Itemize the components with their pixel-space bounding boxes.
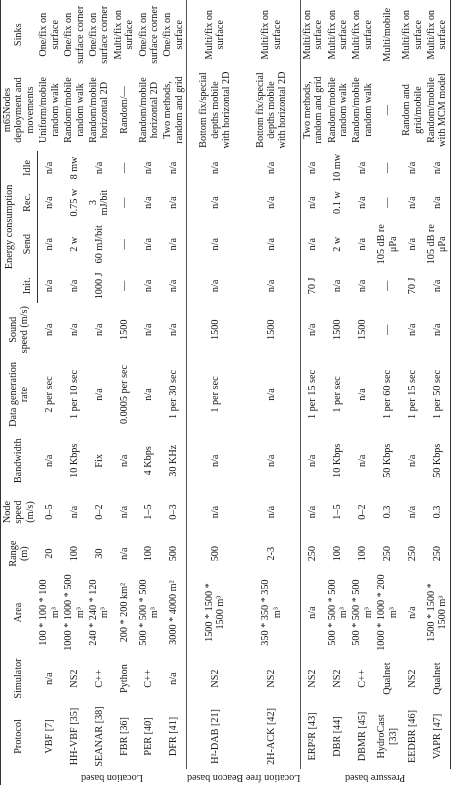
cell-rec: n/a bbox=[406, 196, 418, 209]
cell-protocol: 2H-ACK [42] bbox=[244, 704, 301, 769]
cell-simulator: Qualnet bbox=[425, 653, 450, 704]
table-body bbox=[37, 0, 450, 785]
cell-deploy: Random/mobile horizontal 2D bbox=[87, 77, 111, 143]
cell-simulator: NS2 bbox=[244, 653, 301, 704]
cell-sinks: Multi/fix on surface bbox=[301, 9, 325, 60]
table-row bbox=[161, 0, 186, 785]
cell-send: n/a bbox=[357, 238, 369, 251]
cell-rec: 3 mJ/bit bbox=[87, 189, 111, 216]
cell-rate: 1 per 15 sec bbox=[307, 370, 319, 419]
cell-range: 100 bbox=[143, 546, 155, 562]
table-row bbox=[37, 0, 62, 785]
cell-send: 2 w bbox=[332, 236, 344, 252]
cell-sound: 1500 bbox=[209, 319, 221, 340]
cell-init: n/a bbox=[209, 279, 221, 293]
cell-rec: 0.75 w bbox=[68, 188, 80, 217]
cell-protocol: DBR [44] bbox=[332, 716, 344, 757]
cell-rate: 1 per 10 sec bbox=[68, 370, 80, 419]
header-node-speed: Node speed (m/s) bbox=[1, 489, 38, 535]
header-sound-speed: Sound speed (m/s) bbox=[1, 303, 38, 356]
cell-sinks: Multi/fix on surface bbox=[112, 9, 136, 60]
cell-sinks: Multi/fix on surface bbox=[326, 9, 350, 60]
cell-send: n/a bbox=[143, 238, 155, 251]
cell-area: 350 * 350 * 350 m³ bbox=[244, 572, 301, 653]
cell-deploy: Random/— bbox=[118, 86, 130, 134]
cell-rec: n/a bbox=[307, 196, 319, 209]
cell-rate: n/a bbox=[93, 388, 105, 401]
cell-protocol: HH-VBF [35] bbox=[68, 707, 80, 766]
cell-area: 1500 * 1500 * 1500 m³ bbox=[204, 583, 227, 642]
cell-rate: 0.0005 per sec bbox=[118, 364, 130, 425]
cell-sinks: One/fix on surface corner bbox=[87, 5, 111, 64]
table-row bbox=[400, 0, 425, 785]
cell-deploy: Two methods, random and grid bbox=[301, 76, 325, 144]
cell-init: n/a bbox=[44, 279, 56, 293]
cell-protocol: FBR [36] bbox=[118, 717, 130, 756]
cell-speed: 0–5 bbox=[43, 504, 55, 520]
category-text: Location free Beacon based bbox=[186, 771, 301, 783]
cell-range: 250 bbox=[406, 546, 418, 562]
cell-bandwidth: n/a bbox=[406, 454, 418, 467]
cell-range: 2-3 bbox=[244, 535, 301, 572]
header-range: Range (m) bbox=[1, 535, 38, 572]
cell-sound: n/a bbox=[425, 303, 450, 356]
cell-area: 100 * 100 * 100 m³ bbox=[38, 579, 61, 646]
cell-range: 100 bbox=[68, 546, 80, 562]
cell-sound: n/a bbox=[43, 323, 55, 336]
cell-send: n/a bbox=[209, 238, 221, 251]
cell-range: 30 bbox=[93, 548, 105, 559]
cell-deploy: Two methods, random and grid bbox=[161, 69, 186, 150]
table-row bbox=[375, 0, 400, 785]
cell-speed: n/a bbox=[118, 505, 130, 519]
cell-init: n/a bbox=[425, 269, 450, 304]
cell-simulator: C++ bbox=[357, 669, 369, 688]
cell-idle: n/a bbox=[406, 161, 418, 175]
cell-sound: 1500 bbox=[244, 303, 301, 356]
header-sinks: Sinks bbox=[1, 0, 38, 69]
table-row bbox=[350, 0, 375, 785]
cell-sound: n/a bbox=[143, 323, 155, 336]
cell-simulator: NS2 bbox=[406, 669, 418, 688]
table-row bbox=[300, 0, 325, 785]
cell-init: n/a bbox=[332, 279, 344, 293]
cell-idle: n/a bbox=[143, 161, 155, 175]
cell-area: 1000 * 1000 * 500 m³ bbox=[63, 574, 86, 651]
cell-rate: 1 per sec bbox=[209, 376, 221, 413]
cell-area: 200 * 200 km² bbox=[118, 582, 130, 643]
cell-protocol: ERP²R [43] bbox=[307, 712, 319, 761]
cell-rec: n/a bbox=[244, 185, 301, 220]
cell-area: n/a bbox=[307, 606, 319, 619]
table-row bbox=[244, 0, 301, 785]
cell-rate: n/a bbox=[143, 388, 155, 401]
cell-send: n/a bbox=[406, 238, 418, 251]
cell-rec: n/a bbox=[44, 196, 56, 209]
cell-idle: 10 mw bbox=[332, 153, 344, 182]
cell-range: 500 bbox=[161, 535, 186, 572]
cell-simulator: n/a bbox=[161, 653, 186, 704]
cell-area: n/a bbox=[406, 606, 418, 619]
cell-speed: n/a bbox=[68, 505, 80, 519]
cell-protocol: EEDBR [46] bbox=[406, 710, 418, 763]
header-data-rate: Data generation rate bbox=[1, 356, 38, 432]
header-bandwidth: Bandwidth bbox=[1, 433, 38, 489]
cell-send: 60 mJ/bit bbox=[93, 225, 105, 264]
cell-rate: 2 per sec bbox=[43, 376, 55, 413]
header-simulator: Simulator bbox=[1, 653, 38, 704]
cell-deploy: Random/mobile random walk bbox=[326, 77, 350, 143]
cell-deploy: — bbox=[381, 104, 393, 116]
cell-rec: — bbox=[381, 197, 393, 208]
cell-area: 500 * 500 * 500 m³ bbox=[351, 579, 374, 646]
cell-speed: n/a bbox=[244, 489, 301, 535]
cell-protocol: DBMR [45] bbox=[357, 711, 369, 762]
cell-idle: n/a bbox=[161, 151, 186, 186]
table-row bbox=[425, 0, 450, 785]
cell-rate: n/a bbox=[357, 388, 369, 401]
cell-range: 100 bbox=[357, 546, 369, 562]
cell-bandwidth: 50 Kbps bbox=[381, 443, 393, 478]
cell-area: 3000 * 4000 m² bbox=[161, 572, 186, 653]
category-label bbox=[37, 769, 187, 785]
cell-protocol: PER [40] bbox=[143, 717, 155, 756]
cell-sound: n/a bbox=[68, 323, 80, 336]
cell-protocol: VAPR [47] bbox=[425, 704, 450, 769]
cell-protocol: SEANAR [38] bbox=[93, 706, 105, 767]
cell-simulator: NS2 bbox=[68, 669, 80, 688]
cell-rec: — bbox=[118, 197, 130, 208]
cell-rate: 1 per 15 sec bbox=[406, 370, 418, 419]
cell-speed: n/a bbox=[209, 505, 221, 519]
cell-speed: 0.3 bbox=[425, 489, 450, 535]
cell-sinks: Multi/fix on surface bbox=[425, 0, 450, 69]
cell-speed: 1–5 bbox=[143, 504, 155, 520]
cell-bandwidth: n/a bbox=[209, 454, 221, 467]
cell-protocol: DFR [41] bbox=[161, 704, 186, 769]
cell-rec: n/a bbox=[143, 196, 155, 209]
cell-protocol: H²-DAB [21] bbox=[209, 709, 221, 764]
cell-simulator: C++ bbox=[93, 669, 105, 688]
cell-send: 2 w bbox=[68, 236, 80, 252]
cell-idle: n/a bbox=[209, 161, 221, 175]
header-area: Area bbox=[1, 572, 38, 653]
cell-send: 105 dB re μPa bbox=[376, 224, 399, 265]
cell-range: n/a bbox=[118, 547, 130, 560]
cell-idle: — bbox=[381, 162, 393, 174]
cell-simulator: n/a bbox=[43, 672, 55, 685]
cell-init: — bbox=[118, 280, 130, 291]
cell-rate: 1 per 60 sec bbox=[381, 370, 393, 419]
cell-simulator: NS2 bbox=[332, 669, 344, 688]
cell-sinks: Multi/fix on surface bbox=[244, 0, 301, 69]
cell-speed: 0–2 bbox=[357, 504, 369, 520]
cell-bandwidth: 30 KHz bbox=[161, 433, 186, 489]
cell-send: n/a bbox=[307, 238, 319, 251]
cell-sinks: One/fix on surface corner bbox=[63, 5, 86, 64]
cell-area: 240 * 240 * 120 m³ bbox=[87, 579, 111, 646]
cell-rate: 1 per 50 sec bbox=[425, 356, 450, 432]
header-energy: Energy consumption bbox=[1, 151, 19, 304]
cell-simulator: C++ bbox=[143, 669, 155, 688]
cell-sound: 1500 bbox=[118, 319, 130, 340]
cell-bandwidth: n/a bbox=[357, 454, 369, 467]
table-row bbox=[137, 0, 162, 785]
cell-bandwidth: 4 Kbps bbox=[143, 446, 155, 476]
cell-init: n/a bbox=[68, 279, 80, 293]
cell-init: — bbox=[381, 280, 393, 291]
header-protocol: Protocol bbox=[1, 704, 38, 769]
cell-area: 500 * 500 * 500 m³ bbox=[137, 579, 161, 646]
header-idle: Idle bbox=[19, 151, 37, 186]
cell-range: 20 bbox=[43, 548, 55, 559]
cell-init: n/a bbox=[357, 279, 369, 293]
cell-deploy: Random/mobile random walk bbox=[351, 77, 374, 143]
cell-speed: 0–2 bbox=[93, 504, 105, 520]
cell-sinks: Multi/mobile bbox=[381, 7, 393, 62]
cell-sinks: One/fix on surface bbox=[161, 0, 186, 69]
cell-sound: n/a bbox=[93, 323, 105, 336]
cell-range: 250 bbox=[381, 546, 393, 562]
cell-idle: 8 mw bbox=[68, 156, 80, 180]
cell-init: n/a bbox=[244, 269, 301, 304]
cell-init: 70 J bbox=[406, 277, 418, 295]
cell-init: n/a bbox=[143, 279, 155, 293]
cell-deploy: Uniform/mobile random walk bbox=[38, 76, 61, 144]
cell-send: — bbox=[118, 239, 130, 250]
cell-send: n/a bbox=[244, 220, 301, 269]
cell-bandwidth: 10 Kbps bbox=[68, 443, 80, 478]
header-send: Send bbox=[19, 220, 37, 269]
cell-idle: n/a bbox=[357, 161, 369, 175]
category-header bbox=[1, 769, 38, 785]
cell-speed: 0–3 bbox=[161, 489, 186, 535]
table-row bbox=[326, 0, 351, 785]
cell-idle: n/a bbox=[93, 161, 105, 175]
cell-sound: n/a bbox=[161, 303, 186, 356]
cell-bandwidth: n/a bbox=[118, 454, 130, 467]
cell-init: n/a bbox=[161, 269, 186, 304]
cell-protocol: HydroCast [33] bbox=[376, 714, 399, 759]
cell-idle: n/a bbox=[425, 151, 450, 186]
cell-simulator: NS2 bbox=[209, 669, 221, 688]
cell-speed: n/a bbox=[406, 505, 418, 519]
cell-rec: n/a bbox=[209, 196, 221, 209]
cell-bandwidth: n/a bbox=[244, 433, 301, 489]
header-rec: Rec. bbox=[19, 185, 37, 220]
table-row bbox=[87, 0, 112, 785]
header-init: Init. bbox=[19, 269, 37, 304]
cell-init: 70 J bbox=[307, 277, 319, 295]
cell-simulator: Python bbox=[118, 664, 130, 694]
cell-rate: n/a bbox=[244, 356, 301, 432]
cell-area: 1000 * 1000 * 200 m³ bbox=[376, 574, 399, 651]
cell-rate: 1 per 30 sec bbox=[161, 356, 186, 432]
cell-speed: n/a bbox=[307, 505, 319, 519]
cell-bandwidth: 50 Kbps bbox=[425, 433, 450, 489]
cell-deploy: Bottom fix/special depths mobile with horizontal 2D bbox=[244, 69, 301, 150]
cell-protocol: VBF [7] bbox=[43, 719, 55, 754]
category-text: Location based bbox=[81, 771, 144, 783]
cell-bandwidth: n/a bbox=[307, 454, 319, 467]
cell-rec: n/a bbox=[425, 185, 450, 220]
cell-deploy: Bottom fix/special depths mobile with horizontal 2D bbox=[198, 71, 233, 149]
cell-range: 500 bbox=[209, 546, 221, 562]
cell-bandwidth: 10 Kbps bbox=[332, 443, 344, 478]
cell-rate: 1 per sec bbox=[332, 376, 344, 413]
cell-idle: n/a bbox=[307, 161, 319, 175]
cell-sound: 1500 bbox=[357, 319, 369, 340]
table-row bbox=[112, 0, 137, 785]
cell-idle: n/a bbox=[44, 161, 56, 175]
cell-area: 1500 * 1500 * 1500 m³ bbox=[425, 572, 450, 653]
cell-range: 250 bbox=[425, 535, 450, 572]
category-text: Pressure based bbox=[345, 771, 406, 783]
cell-sound: n/a bbox=[307, 323, 319, 336]
cell-range: 250 bbox=[307, 546, 319, 562]
cell-simulator: NS2 bbox=[307, 669, 319, 688]
cell-area: 500 * 500 * 500 m³ bbox=[326, 579, 350, 646]
cell-sinks: Multi/fix on surface bbox=[351, 9, 374, 60]
cell-speed: 0.3 bbox=[381, 505, 393, 519]
cell-rec: n/a bbox=[357, 196, 369, 209]
cell-idle: — bbox=[118, 162, 130, 174]
cell-bandwidth: Fix bbox=[93, 453, 105, 468]
cell-simulator: Qualnet bbox=[381, 662, 393, 695]
header-deployment: m65Nodes deployment and movements bbox=[1, 69, 38, 150]
cell-sound: n/a bbox=[406, 323, 418, 336]
category-label bbox=[187, 769, 300, 785]
cell-sinks: Multi/fix on surface bbox=[204, 9, 227, 60]
cell-speed: 1–5 bbox=[332, 504, 344, 520]
cell-sinks: One/fix on surface bbox=[38, 12, 61, 57]
table-row bbox=[62, 0, 87, 785]
cell-send: n/a bbox=[44, 238, 56, 251]
cell-sound: — bbox=[381, 324, 393, 335]
cell-idle: n/a bbox=[244, 151, 301, 186]
cell-deploy: Random/mobile with MCM model bbox=[425, 69, 450, 150]
cell-send: n/a bbox=[161, 220, 186, 269]
cell-bandwidth: n/a bbox=[43, 454, 55, 467]
cell-sinks: One/fix on surface corner bbox=[137, 5, 161, 64]
cell-init: 1000 J bbox=[93, 272, 105, 300]
category-label bbox=[300, 769, 450, 785]
cell-deploy: Random/mobile horizontal 2D bbox=[137, 77, 161, 143]
cell-range: 100 bbox=[332, 546, 344, 562]
cell-sound: 1500 bbox=[332, 319, 344, 340]
cell-send: 105 dB re μPa bbox=[425, 220, 450, 269]
cell-deploy: Random/mobile random walk bbox=[63, 77, 86, 143]
cell-rec: 0.1 w bbox=[332, 191, 344, 214]
table-row bbox=[187, 0, 244, 785]
cell-deploy: Random and grid/mobile bbox=[401, 84, 424, 136]
cell-rec: n/a bbox=[161, 185, 186, 220]
cell-sinks: Multi/fix on surface bbox=[401, 9, 424, 60]
